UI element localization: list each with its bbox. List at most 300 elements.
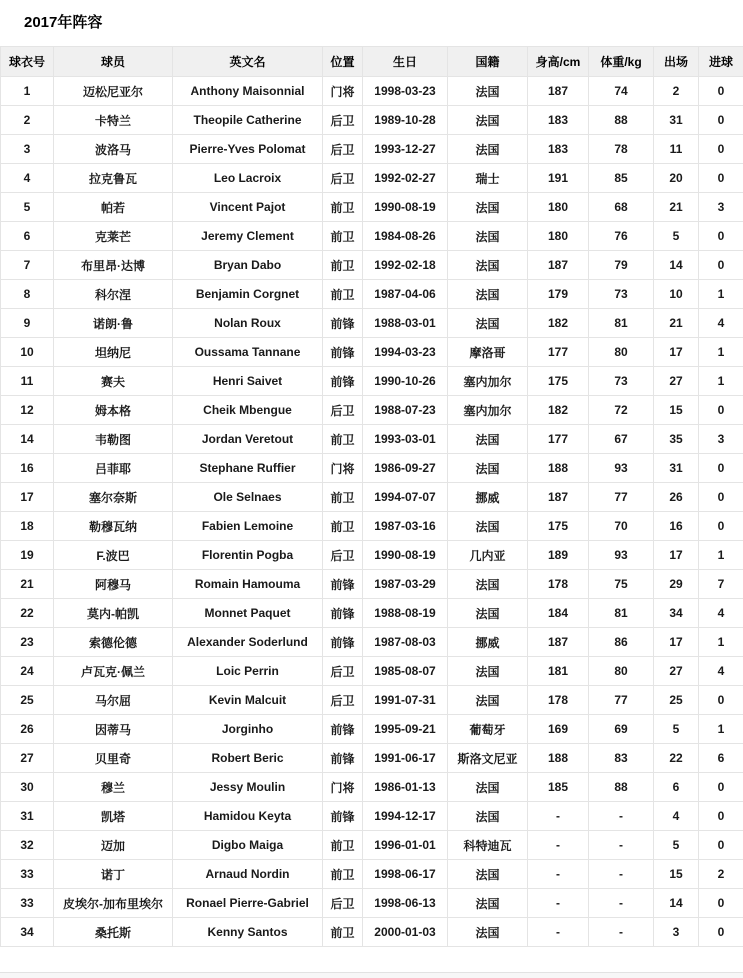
cell-height: 187: [528, 77, 589, 106]
cell-goals: 0: [699, 251, 743, 280]
cell-english-name: Anthony Maisonnial: [173, 77, 323, 106]
table-row: [1, 773, 743, 802]
cell-weight: -: [589, 918, 654, 947]
cell-jersey-number: 11: [1, 367, 54, 396]
cell-goals: 7: [699, 570, 743, 599]
table-row: [1, 860, 743, 889]
cell-appearances: 34: [654, 599, 699, 628]
cell-english-name: Kevin Malcuit: [173, 686, 323, 715]
cell-goals: 0: [699, 222, 743, 251]
cell-position: 前锋: [323, 309, 363, 338]
cell-position: 前卫: [323, 918, 363, 947]
cell-position: 前锋: [323, 715, 363, 744]
cell-birthday: 1998-06-17: [363, 860, 448, 889]
cell-position: 前卫: [323, 251, 363, 280]
column-header-height: 身高/cm: [528, 47, 589, 77]
cell-position: 后卫: [323, 889, 363, 918]
cell-height: 182: [528, 309, 589, 338]
table-row: [1, 425, 743, 454]
table-row: [1, 338, 743, 367]
cell-goals: 3: [699, 193, 743, 222]
cell-appearances: 17: [654, 338, 699, 367]
table-row: [1, 454, 743, 483]
cell-position: 前锋: [323, 744, 363, 773]
cell-birthday: 1984-08-26: [363, 222, 448, 251]
cell-birthday: 1991-07-31: [363, 686, 448, 715]
cell-position: 后卫: [323, 541, 363, 570]
cell-jersey-number: 10: [1, 338, 54, 367]
cell-appearances: 31: [654, 454, 699, 483]
cell-jersey-number: 23: [1, 628, 54, 657]
cell-english-name: Pierre-Yves Polomat: [173, 135, 323, 164]
cell-player-name: 韦勒图: [54, 425, 173, 454]
table-row: [1, 193, 743, 222]
cell-jersey-number: 24: [1, 657, 54, 686]
cell-player-name: 莫内-帕凯: [54, 599, 173, 628]
cell-weight: 73: [589, 367, 654, 396]
cell-position: 门将: [323, 77, 363, 106]
cell-nationality: 法国: [448, 77, 528, 106]
cell-position: 前锋: [323, 628, 363, 657]
cell-appearances: 21: [654, 193, 699, 222]
cell-position: 后卫: [323, 135, 363, 164]
cell-goals: 0: [699, 483, 743, 512]
cell-player-name: 桑托斯: [54, 918, 173, 947]
cell-jersey-number: 22: [1, 599, 54, 628]
cell-goals: 0: [699, 831, 743, 860]
cell-nationality: 法国: [448, 889, 528, 918]
cell-birthday: 1996-01-01: [363, 831, 448, 860]
cell-nationality: 法国: [448, 193, 528, 222]
cell-player-name: 勒穆瓦纳: [54, 512, 173, 541]
cell-goals: 4: [699, 657, 743, 686]
cell-jersey-number: 9: [1, 309, 54, 338]
cell-weight: 68: [589, 193, 654, 222]
cell-weight: -: [589, 860, 654, 889]
cell-english-name: Jorginho: [173, 715, 323, 744]
table-row: [1, 918, 743, 947]
cell-appearances: 35: [654, 425, 699, 454]
cell-goals: 0: [699, 802, 743, 831]
cell-goals: 0: [699, 773, 743, 802]
cell-weight: -: [589, 802, 654, 831]
cell-birthday: 1987-04-06: [363, 280, 448, 309]
cell-appearances: 17: [654, 628, 699, 657]
page-title: 2017年阵容: [24, 14, 103, 31]
cell-jersey-number: 3: [1, 135, 54, 164]
cell-birthday: 1990-10-26: [363, 367, 448, 396]
cell-player-name: 阿穆马: [54, 570, 173, 599]
table-row: [1, 541, 743, 570]
cell-birthday: 2000-01-03: [363, 918, 448, 947]
cell-jersey-number: 4: [1, 164, 54, 193]
cell-height: 184: [528, 599, 589, 628]
cell-height: -: [528, 802, 589, 831]
cell-nationality: 科特迪瓦: [448, 831, 528, 860]
cell-goals: 1: [699, 628, 743, 657]
cell-height: 187: [528, 251, 589, 280]
column-header-birthday: 生日: [363, 47, 448, 77]
cell-english-name: Kenny Santos: [173, 918, 323, 947]
cell-nationality: 法国: [448, 918, 528, 947]
column-header-weight: 体重/kg: [589, 47, 654, 77]
cell-position: 前卫: [323, 860, 363, 889]
cell-position: 后卫: [323, 396, 363, 425]
cell-english-name: Alexander Soderlund: [173, 628, 323, 657]
cell-appearances: 11: [654, 135, 699, 164]
cell-player-name: 帕若: [54, 193, 173, 222]
cell-weight: 70: [589, 512, 654, 541]
cell-player-name: F.波巴: [54, 541, 173, 570]
cell-nationality: 法国: [448, 802, 528, 831]
cell-english-name: Hamidou Keyta: [173, 802, 323, 831]
table-row: [1, 599, 743, 628]
cell-nationality: 几内亚: [448, 541, 528, 570]
table-row: [1, 164, 743, 193]
cell-english-name: Jordan Veretout: [173, 425, 323, 454]
cell-goals: 0: [699, 686, 743, 715]
cell-player-name: 克莱芒: [54, 222, 173, 251]
table-row: [1, 280, 743, 309]
cell-height: 187: [528, 628, 589, 657]
cell-jersey-number: 31: [1, 802, 54, 831]
table-row: [1, 396, 743, 425]
cell-jersey-number: 1: [1, 77, 54, 106]
cell-appearances: 29: [654, 570, 699, 599]
cell-height: 179: [528, 280, 589, 309]
table-row: [1, 367, 743, 396]
cell-height: 177: [528, 338, 589, 367]
cell-goals: 0: [699, 889, 743, 918]
cell-jersey-number: 16: [1, 454, 54, 483]
cell-appearances: 6: [654, 773, 699, 802]
table-row: [1, 686, 743, 715]
cell-height: 169: [528, 715, 589, 744]
cell-position: 前锋: [323, 599, 363, 628]
cell-appearances: 31: [654, 106, 699, 135]
cell-player-name: 迈加: [54, 831, 173, 860]
cell-appearances: 4: [654, 802, 699, 831]
cell-nationality: 法国: [448, 280, 528, 309]
cell-nationality: 法国: [448, 686, 528, 715]
cell-position: 前锋: [323, 570, 363, 599]
cell-jersey-number: 6: [1, 222, 54, 251]
cell-nationality: 法国: [448, 599, 528, 628]
cell-english-name: Robert Beric: [173, 744, 323, 773]
cell-height: -: [528, 860, 589, 889]
cell-player-name: 拉克鲁瓦: [54, 164, 173, 193]
cell-weight: 88: [589, 773, 654, 802]
cell-player-name: 卡特兰: [54, 106, 173, 135]
cell-appearances: 14: [654, 889, 699, 918]
cell-appearances: 21: [654, 309, 699, 338]
cell-appearances: 2: [654, 77, 699, 106]
cell-goals: 0: [699, 918, 743, 947]
cell-weight: 93: [589, 454, 654, 483]
table-row: [1, 657, 743, 686]
cell-appearances: 3: [654, 918, 699, 947]
cell-jersey-number: 33: [1, 889, 54, 918]
cell-player-name: 贝里奇: [54, 744, 173, 773]
cell-height: -: [528, 889, 589, 918]
cell-birthday: 1994-07-07: [363, 483, 448, 512]
column-header-position: 位置: [323, 47, 363, 77]
cell-weight: -: [589, 889, 654, 918]
cell-height: 182: [528, 396, 589, 425]
cell-position: 前卫: [323, 193, 363, 222]
cell-height: 180: [528, 193, 589, 222]
cell-birthday: 1987-03-29: [363, 570, 448, 599]
cell-nationality: 法国: [448, 512, 528, 541]
cell-jersey-number: 33: [1, 860, 54, 889]
table-row: [1, 77, 743, 106]
cell-birthday: 1998-03-23: [363, 77, 448, 106]
cell-birthday: 1992-02-18: [363, 251, 448, 280]
cell-english-name: Stephane Ruffier: [173, 454, 323, 483]
cell-birthday: 1986-01-13: [363, 773, 448, 802]
cell-height: 188: [528, 744, 589, 773]
cell-birthday: 1985-08-07: [363, 657, 448, 686]
cell-position: 后卫: [323, 657, 363, 686]
table-row: [1, 802, 743, 831]
cell-goals: 1: [699, 541, 743, 570]
cell-appearances: 10: [654, 280, 699, 309]
cell-height: 187: [528, 483, 589, 512]
table-row: [1, 715, 743, 744]
table-row: [1, 512, 743, 541]
cell-english-name: Florentin Pogba: [173, 541, 323, 570]
cell-nationality: 挪威: [448, 628, 528, 657]
cell-jersey-number: 30: [1, 773, 54, 802]
cell-nationality: 法国: [448, 222, 528, 251]
cell-weight: 88: [589, 106, 654, 135]
cell-appearances: 15: [654, 396, 699, 425]
cell-jersey-number: 21: [1, 570, 54, 599]
cell-jersey-number: 12: [1, 396, 54, 425]
cell-goals: 1: [699, 280, 743, 309]
table-row: [1, 251, 743, 280]
cell-nationality: 法国: [448, 773, 528, 802]
cell-height: 185: [528, 773, 589, 802]
cell-position: 前锋: [323, 802, 363, 831]
cell-birthday: 1989-10-28: [363, 106, 448, 135]
cell-weight: 83: [589, 744, 654, 773]
cell-jersey-number: 2: [1, 106, 54, 135]
cell-position: 前锋: [323, 338, 363, 367]
cell-goals: 6: [699, 744, 743, 773]
cell-jersey-number: 34: [1, 918, 54, 947]
cell-player-name: 诺朗·鲁: [54, 309, 173, 338]
cell-weight: 80: [589, 657, 654, 686]
cell-player-name: 卢瓦克·佩兰: [54, 657, 173, 686]
cell-english-name: Arnaud Nordin: [173, 860, 323, 889]
cell-height: 175: [528, 512, 589, 541]
cell-jersey-number: 26: [1, 715, 54, 744]
cell-birthday: 1990-08-19: [363, 541, 448, 570]
cell-nationality: 法国: [448, 657, 528, 686]
cell-appearances: 25: [654, 686, 699, 715]
cell-weight: 85: [589, 164, 654, 193]
cell-birthday: 1993-12-27: [363, 135, 448, 164]
cell-english-name: Vincent Pajot: [173, 193, 323, 222]
cell-appearances: 5: [654, 831, 699, 860]
cell-weight: 72: [589, 396, 654, 425]
cell-appearances: 26: [654, 483, 699, 512]
cell-appearances: 5: [654, 222, 699, 251]
cell-weight: 80: [589, 338, 654, 367]
cell-weight: 74: [589, 77, 654, 106]
cell-appearances: 15: [654, 860, 699, 889]
cell-player-name: 因蒂马: [54, 715, 173, 744]
cell-height: 181: [528, 657, 589, 686]
cell-player-name: 马尔屈: [54, 686, 173, 715]
cell-english-name: Nolan Roux: [173, 309, 323, 338]
cell-english-name: Romain Hamouma: [173, 570, 323, 599]
cell-position: 后卫: [323, 106, 363, 135]
cell-goals: 0: [699, 77, 743, 106]
cell-goals: 1: [699, 367, 743, 396]
cell-birthday: 1998-06-13: [363, 889, 448, 918]
cell-weight: 77: [589, 686, 654, 715]
cell-appearances: 5: [654, 715, 699, 744]
cell-goals: 3: [699, 425, 743, 454]
bottom-divider: [0, 972, 743, 978]
cell-appearances: 27: [654, 367, 699, 396]
cell-appearances: 20: [654, 164, 699, 193]
cell-weight: 77: [589, 483, 654, 512]
cell-birthday: 1988-07-23: [363, 396, 448, 425]
table-row: [1, 628, 743, 657]
cell-english-name: Jessy Moulin: [173, 773, 323, 802]
cell-player-name: 诺丁: [54, 860, 173, 889]
cell-position: 后卫: [323, 164, 363, 193]
cell-position: 前卫: [323, 512, 363, 541]
cell-nationality: 摩洛哥: [448, 338, 528, 367]
cell-jersey-number: 5: [1, 193, 54, 222]
cell-nationality: 斯洛文尼亚: [448, 744, 528, 773]
cell-position: 前锋: [323, 367, 363, 396]
cell-height: 188: [528, 454, 589, 483]
cell-weight: 75: [589, 570, 654, 599]
cell-nationality: 瑞士: [448, 164, 528, 193]
cell-position: 前卫: [323, 222, 363, 251]
cell-weight: 81: [589, 309, 654, 338]
cell-player-name: 姆本格: [54, 396, 173, 425]
column-header-english-name: 英文名: [173, 47, 323, 77]
cell-jersey-number: 27: [1, 744, 54, 773]
cell-weight: -: [589, 831, 654, 860]
table-row: [1, 483, 743, 512]
cell-nationality: 法国: [448, 251, 528, 280]
cell-appearances: 22: [654, 744, 699, 773]
cell-goals: 1: [699, 715, 743, 744]
cell-goals: 1: [699, 338, 743, 367]
table-row: [1, 222, 743, 251]
table-row: [1, 570, 743, 599]
cell-player-name: 赛夫: [54, 367, 173, 396]
cell-jersey-number: 17: [1, 483, 54, 512]
cell-weight: 76: [589, 222, 654, 251]
cell-jersey-number: 8: [1, 280, 54, 309]
cell-english-name: Benjamin Corgnet: [173, 280, 323, 309]
cell-player-name: 塞尔奈斯: [54, 483, 173, 512]
cell-english-name: Monnet Paquet: [173, 599, 323, 628]
cell-weight: 67: [589, 425, 654, 454]
cell-goals: 4: [699, 599, 743, 628]
cell-nationality: 法国: [448, 309, 528, 338]
cell-english-name: Ronael Pierre-Gabriel: [173, 889, 323, 918]
cell-height: 183: [528, 135, 589, 164]
cell-english-name: Oussama Tannane: [173, 338, 323, 367]
cell-english-name: Fabien Lemoine: [173, 512, 323, 541]
cell-weight: 78: [589, 135, 654, 164]
cell-english-name: Leo Lacroix: [173, 164, 323, 193]
cell-player-name: 凯塔: [54, 802, 173, 831]
cell-nationality: 挪威: [448, 483, 528, 512]
cell-nationality: 塞内加尔: [448, 367, 528, 396]
cell-goals: 2: [699, 860, 743, 889]
cell-player-name: 索德伦德: [54, 628, 173, 657]
cell-jersey-number: 25: [1, 686, 54, 715]
cell-player-name: 波洛马: [54, 135, 173, 164]
cell-weight: 79: [589, 251, 654, 280]
cell-birthday: 1986-09-27: [363, 454, 448, 483]
column-header-goals: 进球: [699, 47, 743, 77]
table-row: [1, 889, 743, 918]
table-header-row: [1, 47, 743, 77]
cell-jersey-number: 18: [1, 512, 54, 541]
cell-english-name: Theopile Catherine: [173, 106, 323, 135]
cell-position: 前卫: [323, 280, 363, 309]
table-row: [1, 106, 743, 135]
cell-nationality: 法国: [448, 570, 528, 599]
cell-player-name: 皮埃尔-加布里埃尔: [54, 889, 173, 918]
cell-position: 前卫: [323, 483, 363, 512]
cell-birthday: 1992-02-27: [363, 164, 448, 193]
cell-player-name: 穆兰: [54, 773, 173, 802]
cell-appearances: 17: [654, 541, 699, 570]
cell-jersey-number: 7: [1, 251, 54, 280]
cell-weight: 93: [589, 541, 654, 570]
cell-nationality: 葡萄牙: [448, 715, 528, 744]
cell-appearances: 16: [654, 512, 699, 541]
table-row: [1, 309, 743, 338]
cell-height: 178: [528, 686, 589, 715]
cell-birthday: 1987-08-03: [363, 628, 448, 657]
cell-jersey-number: 19: [1, 541, 54, 570]
cell-height: 175: [528, 367, 589, 396]
cell-appearances: 14: [654, 251, 699, 280]
cell-goals: 0: [699, 164, 743, 193]
cell-birthday: 1988-08-19: [363, 599, 448, 628]
cell-nationality: 法国: [448, 106, 528, 135]
cell-birthday: 1987-03-16: [363, 512, 448, 541]
table-row: [1, 135, 743, 164]
cell-nationality: 法国: [448, 425, 528, 454]
cell-height: 180: [528, 222, 589, 251]
table-row: [1, 831, 743, 860]
cell-english-name: Bryan Dabo: [173, 251, 323, 280]
cell-birthday: 1994-12-17: [363, 802, 448, 831]
cell-appearances: 27: [654, 657, 699, 686]
cell-weight: 73: [589, 280, 654, 309]
cell-birthday: 1995-09-21: [363, 715, 448, 744]
cell-weight: 81: [589, 599, 654, 628]
cell-height: 191: [528, 164, 589, 193]
cell-player-name: 科尔涅: [54, 280, 173, 309]
column-header-appearances: 出场: [654, 47, 699, 77]
cell-jersey-number: 32: [1, 831, 54, 860]
